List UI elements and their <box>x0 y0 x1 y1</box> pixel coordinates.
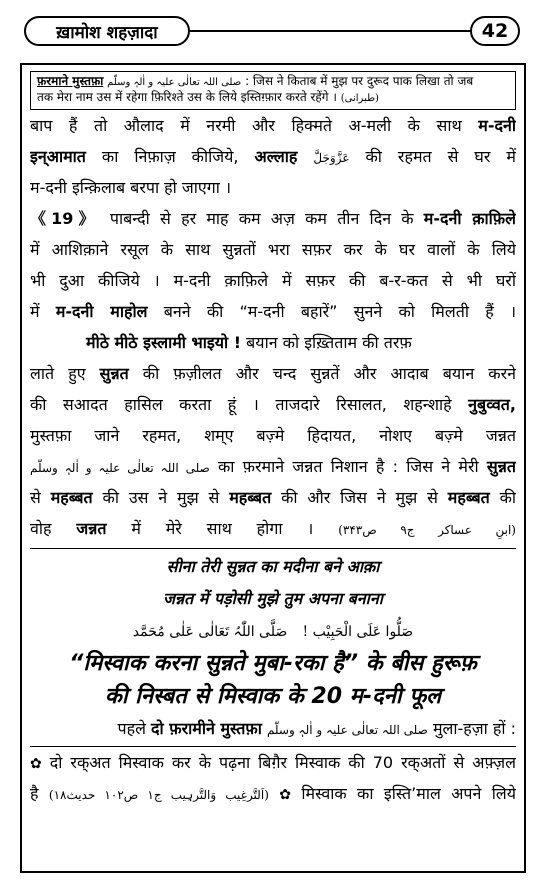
header-divider <box>190 30 470 32</box>
heading-line-2: की निस्बत से मिस्वाक के 20 म-दनी फूल <box>104 684 442 709</box>
p3-line-1: मीठे मीठे इस्लामी भाइयो ! बयान को इख़्तिताम की तरफ़ <box>86 333 412 352</box>
salawat-text: صلی اللہ تعالٰی علیہ و اٰلہٖ وسلّم <box>107 77 242 88</box>
citation: (ابنِ عساکر ج۹ ص۳۴۳) <box>338 523 516 537</box>
p3-line-5: صلی اللہ تعالٰی علیہ و اٰلہٖ وسلّم का फ़रमाने जन्नत निशान है : जिस ने मेरी सुन्नत <box>30 457 516 476</box>
heading-line-1: “मिस्वाक करना सुन्नते मुबा-रका है” के बीस हुरूफ़ <box>69 651 477 676</box>
page-frame <box>20 63 526 873</box>
list-item-2: है (اَلتَّرغِیب وَالتَّرہِیب ج۱ ص۱۰۲ حدیث۱۸) ✿ मिस्वाक का इस्ति’माल अपने लिये <box>30 778 516 809</box>
citation: (اَلتَّرغِیب وَالتَّرہِیب ج۱ ص۱۰۲ حدیث۱۸) <box>48 788 269 802</box>
p2-line-4: में म-दनी माहोल बनने की “म-दनी बहारें” सुनने को मिलती हैं । <box>30 302 516 321</box>
p3-line-7: वोह जन्नत में मेरे साथ होगा । (ابنِ عساکر ج۹ ص۳۴۳) <box>30 519 516 538</box>
p3-line-3: की सआदत हासिल करता हूं । ताजदारे रिसालत, शहन्शाहे नुबुव्वत, <box>30 395 516 414</box>
p3-line-4: मुस्तफ़ा जाने रहमत, शम्ए बज़्मे हिदायत, नोशए बज़्मे जन्नत <box>30 426 516 445</box>
p2-line-3: भी दुआ कीजिये । म-दनी क़ाफ़िले में सफ़र की ब-र-कत से भी घरों <box>30 271 516 290</box>
list-item-1: ✿ दो रक्अत मिस्वाक कर के पढ़ना बिग़ैर मिस्वाक की 70 रक्अतों से अफ़्ज़ल <box>30 747 516 778</box>
farman-source: (طبرانی) <box>340 93 379 104</box>
flower-icon: ✿ <box>279 787 291 803</box>
p2-line-2: में आशिक़ाने रसूल के साथ सुन्नतों भरा सफ़र कर के घर वालों के लिये <box>30 240 516 259</box>
p2-line-1: 《19》 पाबन्दी से हर माह कम अज़ कम तीन दिन के म-दनी क़ाफ़िले <box>30 209 516 228</box>
main-text <box>22 110 524 809</box>
p1-line-1: बाप हैं तो औलाद में नरमी और हिक्मते अ-मली के साथ म-दनी <box>30 116 516 135</box>
poem-line-1: सीना तेरी सुन्नत का मदीना बने आक़ा <box>166 557 380 576</box>
p1-line-2: इन्आमात का निफ़ाज़ कीजिये, अल्लाह عَزَّوَجَلَّ की रहमत से घर में <box>30 147 516 166</box>
farman-text-1: : जिस ने किताब में मुझ पर दुरूद पाक लिखा तो जब <box>245 74 474 88</box>
p3-line-2: लाते हुए सुन्नत की फ़ज़ीलत और चन्द सुन्नतें और आदाब बयान करने <box>30 364 516 383</box>
poem-line-3: صَلُّوا عَلَی الْحَبِیْب ! صَلَّی اللّٰہُ تَعَالٰی عَلٰی مُحَمَّد <box>132 624 414 640</box>
flower-icon: ✿ <box>30 756 42 772</box>
book-title: ख़ामोश शहज़ादा <box>24 16 190 46</box>
farman-text-2: तक मेरा नाम उस में रहेगा फ़िरिश्ते उस के लिये इस्तिग़्फ़ार करते रहेंगे । <box>37 90 337 104</box>
p4-line-1: पहले दो फ़रामीने मुस्तफ़ा صلی اللہ تعالٰی علیہ و اٰلہٖ وسلّم मुला-हज़ा हों : <box>117 719 516 738</box>
item-number: 《19》 <box>30 209 100 228</box>
p3-line-6: से महब्बत की उस ने मुझ से महब्बत की और जिस ने मुझ से महब्बत की <box>30 488 516 507</box>
poem-line-2: जन्नत में पड़ोसी मुझे तुम अपना बनाना <box>163 589 383 608</box>
section-divider <box>30 548 516 549</box>
farman-box <box>30 71 516 110</box>
p1-line-3: म-दनी इन्क़िलाब बरपा हो जाएगा । <box>30 178 232 197</box>
page-number: 42 <box>470 16 520 46</box>
farman-label: फ़रमाने मुस्तफ़ा <box>37 74 104 88</box>
